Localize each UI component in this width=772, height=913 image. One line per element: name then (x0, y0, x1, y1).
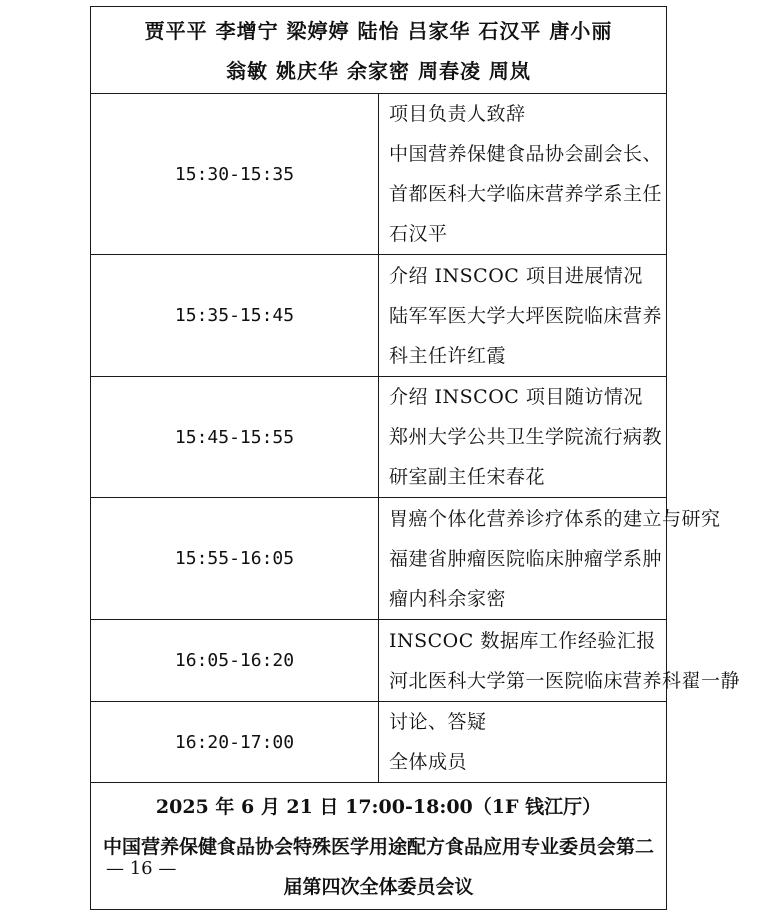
agenda-speaker: 郑州大学公共卫生学院流行病教研室副主任宋春花 (389, 426, 663, 488)
agenda-title: 讨论、答疑 (389, 711, 487, 733)
agenda-time: 15:45-15:55 (91, 377, 379, 498)
agenda-item (379, 255, 667, 377)
agenda-time: 16:05-16:20 (91, 620, 379, 702)
agenda-row (91, 377, 667, 498)
attendee-names-line-1: 贾平平 李增宁 梁婷婷 陆怡 吕家华 石汉平 唐小丽 (144, 19, 613, 43)
attendee-row (91, 7, 667, 94)
session-block (91, 783, 667, 910)
attendee-names-line-2: 翁敏 姚庆华 余家密 周春凌 周岚 (226, 59, 531, 83)
agenda-item (379, 498, 721, 620)
agenda-item (379, 620, 741, 702)
agenda-title: 介绍 INSCOC 项目进展情况 (389, 264, 643, 287)
agenda-title: 项目负责人致辞 (389, 103, 526, 125)
session-row (91, 783, 667, 910)
agenda-item (379, 702, 667, 783)
agenda-item (379, 377, 667, 498)
agenda-table (90, 6, 741, 910)
agenda-title: 介绍 INSCOC 项目随访情况 (389, 386, 643, 408)
agenda-row (91, 498, 667, 620)
agenda-time: 16:20-17:00 (91, 702, 379, 783)
attendee-names (91, 7, 667, 94)
agenda-speaker: 中国营养保健食品协会副会长、首都医科大学临床营养学系主任石汉平 (389, 143, 663, 245)
session-title: 中国营养保健食品协会特殊医学用途配方食品应用专业委员会第二届第四次全体委员会议 (103, 836, 655, 898)
agenda-title: INSCOC 数据库工作经验汇报 (389, 629, 656, 652)
agenda-speaker: 全体成员 (389, 751, 468, 773)
agenda-speaker: 陆军军医大学大坪医院临床营养科主任许红霞 (389, 304, 663, 367)
agenda-time: 15:30-15:35 (91, 94, 379, 255)
agenda-row (91, 255, 667, 377)
agenda-row (91, 94, 667, 255)
agenda-title: 胃癌个体化营养诊疗体系的建立与研究 (389, 507, 721, 530)
agenda-item (379, 94, 667, 255)
agenda-speaker: 河北医科大学第一医院临床营养科翟一静 (389, 669, 741, 692)
agenda-speaker: 福建省肿瘤医院临床肿瘤学系肿瘤内科余家密 (389, 547, 663, 610)
page-number: — 16 — (106, 858, 177, 879)
agenda-time: 15:55-16:05 (91, 498, 379, 620)
agenda-row (91, 702, 667, 783)
agenda-time: 15:35-15:45 (91, 255, 379, 377)
session-datetime: 2025 年 6 月 21 日 17:00-18:00（1F 钱江厅） (155, 796, 602, 818)
agenda-row (91, 620, 667, 702)
